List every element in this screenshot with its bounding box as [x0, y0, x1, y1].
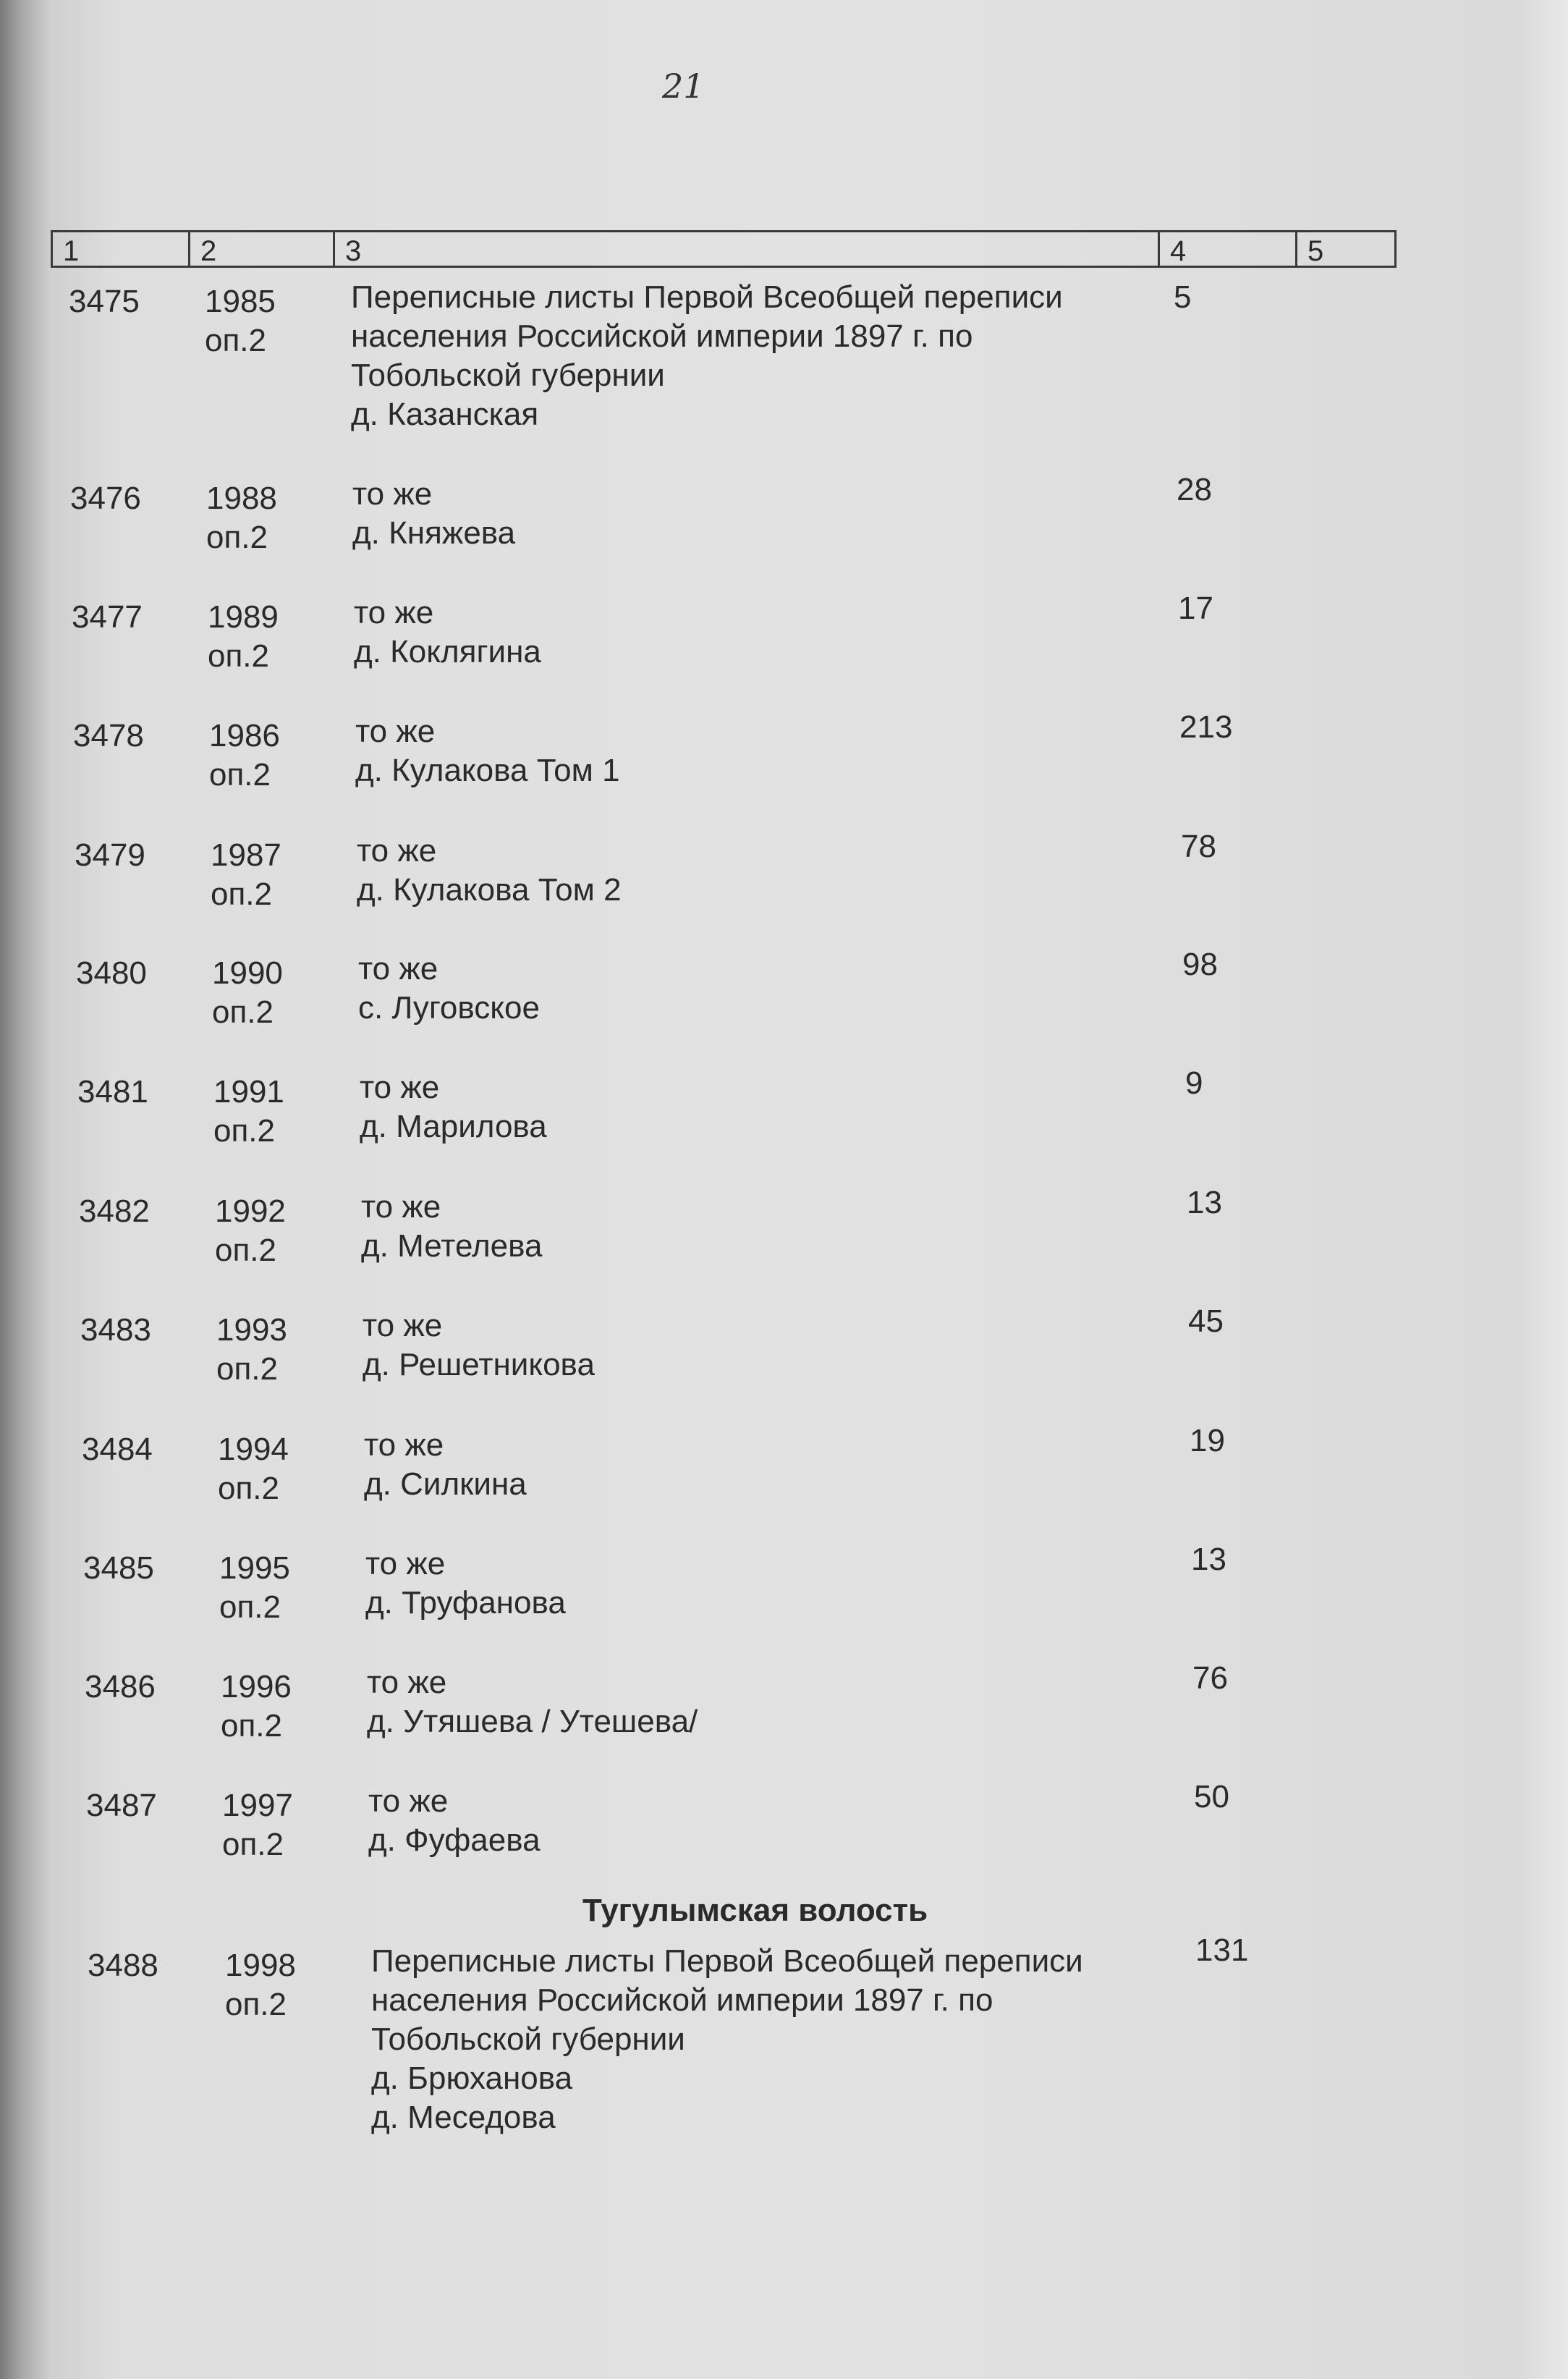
page-number: 21 [662, 67, 705, 106]
entry-ditto: то же [352, 476, 433, 512]
sheet-count: 213 [1179, 709, 1233, 745]
opis-label: оп.2 [218, 1471, 279, 1506]
table-header [51, 230, 1397, 271]
entry-description-line: Переписные листы Первой Всеобщей переписи [351, 279, 1063, 315]
sheet-count: 131 [1195, 1932, 1249, 1968]
entry-ditto: то же [361, 1189, 441, 1225]
entry-number: 3481 [77, 1074, 148, 1110]
opis-label: оп.2 [212, 994, 274, 1030]
entry-number: 3480 [76, 955, 147, 991]
delo-number: 1987 [211, 837, 281, 873]
delo-number: 1995 [219, 1550, 290, 1586]
entry-number: 3482 [79, 1193, 150, 1229]
entry-place: д. Силкина [364, 1466, 527, 1502]
entry-place: д. Княжева [352, 515, 516, 551]
entry-number: 3487 [86, 1788, 157, 1823]
entry-number: 3484 [82, 1432, 153, 1467]
entry-ditto: то же [368, 1783, 449, 1819]
opis-label: оп.2 [216, 1351, 278, 1387]
header-col-1: 1 [51, 230, 188, 268]
entry-place: д. Брюханова [371, 2061, 573, 2096]
entry-ditto: то же [357, 833, 437, 869]
entry-ditto: то же [367, 1665, 447, 1700]
opis-label: оп.2 [222, 1827, 284, 1862]
entry-number: 3475 [69, 284, 140, 319]
entry-ditto: то же [364, 1427, 444, 1463]
delo-number: 1988 [206, 481, 277, 516]
entry-number: 3483 [80, 1312, 151, 1348]
entry-ditto: то же [358, 951, 438, 986]
opis-label: оп.2 [213, 1113, 275, 1149]
sheet-count: 28 [1177, 472, 1212, 507]
sheet-count: 45 [1188, 1303, 1224, 1339]
entry-description-line: Тобольской губернии [351, 358, 665, 393]
delo-number: 1993 [216, 1312, 287, 1348]
entry-place: д. Решетникова [363, 1347, 595, 1382]
delo-number: 1986 [209, 718, 280, 753]
header-col-5: 5 [1295, 230, 1397, 268]
entry-ditto: то же [365, 1546, 446, 1581]
entry-place: д. Кулакова Том 2 [357, 872, 622, 908]
entry-place: д. Марилова [360, 1109, 547, 1144]
sheet-count: 78 [1181, 829, 1216, 864]
opis-label: оп.2 [219, 1589, 281, 1625]
entry-description-line: Тобольской губернии [371, 2021, 685, 2057]
sheet-count: 13 [1191, 1542, 1226, 1577]
entry-number: 3477 [72, 599, 143, 635]
entry-description-line: населения Российской империи 1897 г. по [351, 318, 973, 354]
delo-number: 1990 [212, 955, 283, 991]
entry-description-line: населения Российской империи 1897 г. по [371, 1982, 993, 2018]
entry-ditto: то же [363, 1308, 443, 1343]
opis-label: оп.2 [209, 757, 271, 793]
header-col-2: 2 [188, 230, 333, 268]
sheet-count: 76 [1192, 1660, 1228, 1696]
sheet-count: 9 [1185, 1065, 1203, 1101]
sheet-count: 50 [1194, 1779, 1229, 1814]
delo-number: 1992 [215, 1193, 286, 1229]
opis-label: оп.2 [215, 1233, 276, 1268]
sheet-count: 98 [1182, 947, 1218, 982]
entry-place: д. Фуфаева [368, 1822, 541, 1858]
sheet-count: 13 [1187, 1185, 1222, 1220]
entry-ditto: то же [354, 595, 434, 630]
delo-number: 1996 [221, 1669, 292, 1704]
entry-place: д. Казанская [351, 397, 539, 432]
entry-number: 3488 [88, 1948, 158, 1983]
header-col-3: 3 [333, 230, 1158, 268]
entry-place: д. Утяшева / Утешева/ [367, 1704, 698, 1739]
opis-label: оп.2 [208, 638, 269, 674]
delo-number: 1997 [222, 1788, 293, 1823]
entry-ditto: то же [360, 1070, 440, 1105]
sheet-count: 5 [1174, 279, 1192, 315]
entry-description-line: Переписные листы Первой Всеобщей переписи [371, 1943, 1083, 1979]
header-col-4: 4 [1158, 230, 1295, 268]
entry-number: 3476 [70, 481, 141, 516]
delo-number: 1989 [208, 599, 279, 635]
opis-label: оп.2 [221, 1708, 282, 1744]
entry-number: 3478 [73, 718, 144, 753]
entry-ditto: то же [355, 714, 436, 749]
entry-place: с. Луговское [358, 990, 540, 1026]
entry-number: 3479 [75, 837, 145, 873]
delo-number: 1985 [205, 284, 276, 319]
delo-number: 1994 [218, 1432, 289, 1467]
sheet-count: 17 [1178, 591, 1213, 626]
entry-place: д. Меседова [371, 2100, 556, 2135]
entry-number: 3485 [83, 1550, 154, 1586]
entry-place: д. Метелева [361, 1228, 543, 1264]
opis-label: оп.2 [206, 520, 268, 555]
section-title: Тугулымская волость [582, 1893, 928, 1928]
entry-place: д. Труфанова [365, 1585, 566, 1620]
delo-number: 1998 [225, 1948, 296, 1983]
opis-label: оп.2 [211, 876, 272, 912]
delo-number: 1991 [213, 1074, 284, 1110]
sheet-count: 19 [1190, 1423, 1225, 1458]
entry-place: д. Коклягина [354, 634, 541, 669]
entry-number: 3486 [85, 1669, 156, 1704]
opis-label: оп.2 [205, 323, 266, 358]
entry-place: д. Кулакова Том 1 [355, 753, 620, 788]
opis-label: оп.2 [225, 1987, 287, 2022]
